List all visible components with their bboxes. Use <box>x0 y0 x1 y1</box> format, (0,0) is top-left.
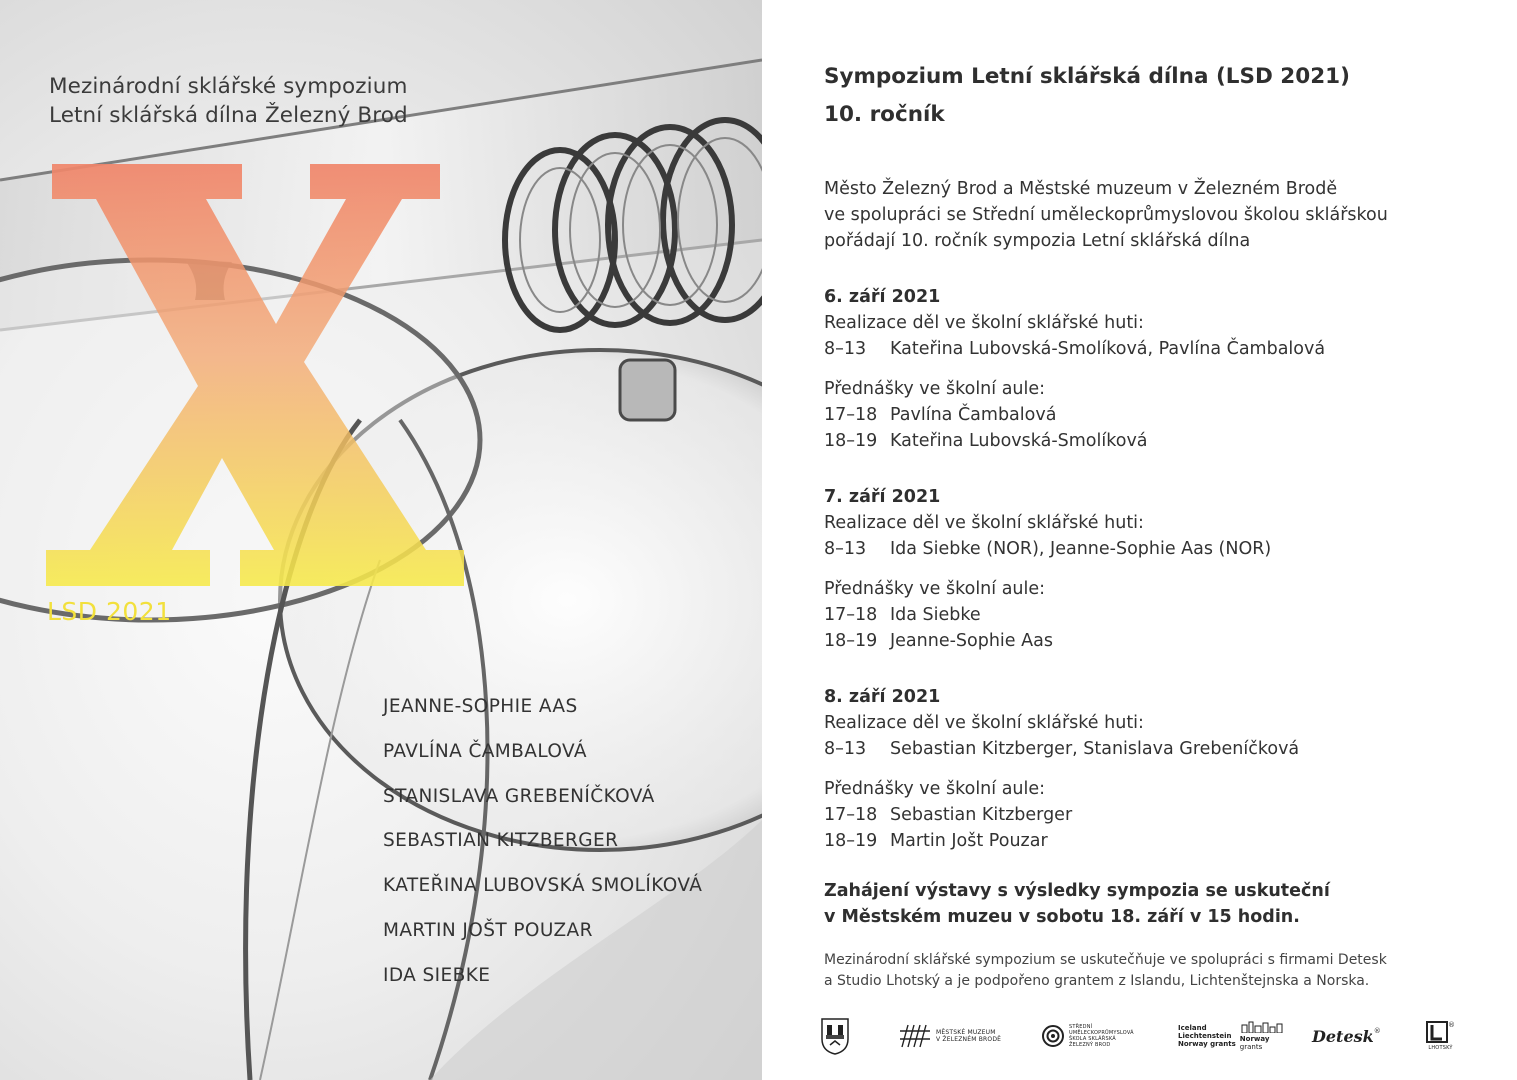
time-slot: 8–13 <box>824 339 867 359</box>
schedule-row <box>824 828 1484 854</box>
participant-names: Ida Siebke (NOR), Jeanne-Sophie Aas (NOR) <box>890 539 1272 559</box>
day-section <box>824 284 1484 454</box>
intro-paragraph <box>824 176 1484 254</box>
lectures-label: Přednášky ve školní aule: <box>824 579 1046 599</box>
lectures-label: Přednášky ve školní aule: <box>824 779 1046 799</box>
time-slot: 17–18 <box>824 405 878 425</box>
participant-names: Ida Siebke <box>890 605 981 625</box>
day-section <box>824 684 1484 854</box>
intro-line: pořádají 10. ročník sympozia Letní sklářská dílna <box>824 231 1251 251</box>
note-line: Mezinárodní sklářské sympozium se uskutečňuje ve spolupráci s firmami Detesk <box>824 952 1387 968</box>
day-date: 8. září 2021 <box>824 687 941 707</box>
closing-line: Zahájení výstavy s výsledky sympozia se uskuteční <box>824 881 1330 901</box>
title-line: 10. ročník <box>824 102 945 127</box>
intro-line: ve spolupráci se Střední uměleckoprůmyslovou školou sklářskou <box>824 205 1388 225</box>
school-logo-line: ŠKOLA SKLÁŘSKÁ <box>1069 1036 1116 1042</box>
participant-names: Sebastian Kitzberger, Stanislava Grebeníčková <box>890 739 1300 759</box>
partner-logos <box>818 1012 1468 1060</box>
schedule-row <box>824 802 1484 828</box>
day-section <box>824 484 1484 654</box>
day-date: 6. září 2021 <box>824 287 941 307</box>
title-line: Sympozium Letní sklářská dílna (LSD 2021) <box>824 64 1350 89</box>
artist-name: PAVLÍNA ČAMBALOVÁ <box>383 740 587 762</box>
detesk-wordmark: Detesk <box>1312 1026 1374 1046</box>
grants-line: Liechtenstein <box>1178 1032 1232 1040</box>
artist-name: IDA SIEBKE <box>383 964 491 986</box>
time-slot: 8–13 <box>824 739 867 759</box>
lsd-label: LSD 2021 <box>47 597 172 626</box>
grants-logo <box>1178 1012 1284 1060</box>
museum-logo-line: V ŽELEZNÉM BRODĚ <box>936 1036 1002 1043</box>
detesk-logo <box>1312 1012 1381 1060</box>
time-slot: 8–13 <box>824 539 867 559</box>
participant-names: Jeanne-Sophie Aas <box>890 631 1053 651</box>
artist-name: JEANNE-SOPHIE AAS <box>383 696 578 717</box>
skyline-icon <box>1240 1021 1284 1033</box>
workshop-group <box>824 310 1484 362</box>
lhotsky-logo <box>1426 1012 1455 1060</box>
grants-line: Iceland <box>1178 1024 1207 1032</box>
workshop-group <box>824 710 1484 762</box>
schedule-row <box>824 602 1484 628</box>
artist-name: SEBASTIAN KITZBERGER <box>383 830 619 852</box>
artist-list <box>383 694 702 1008</box>
lectures-label: Přednášky ve školní aule: <box>824 379 1046 399</box>
artist-name: STANISLAVA GREBENÍČKOVÁ <box>383 785 655 807</box>
schedule-row <box>824 628 1484 654</box>
lhotsky-wordmark: LHOTSKÝ <box>1428 1044 1453 1051</box>
schedule-row <box>824 736 1484 762</box>
registered-mark: ® <box>1448 1020 1455 1029</box>
crest-icon <box>820 1017 850 1055</box>
poster-heading <box>49 72 408 130</box>
participant-names: Kateřina Lubovská-Smolíková, Pavlína Čambalová <box>890 339 1326 359</box>
museum-logo <box>900 1012 1001 1060</box>
time-slot: 17–18 <box>824 805 878 825</box>
day-date: 7. září 2021 <box>824 487 941 507</box>
registered-mark: ® <box>1373 1027 1381 1035</box>
artist-name: KATEŘINA LUBOVSKÁ SMOLÍKOVÁ <box>383 875 703 897</box>
closing-line: v Městském muzeu v sobotu 18. září v 15 hodin. <box>824 907 1300 927</box>
intro-line: Město Železný Brod a Městské muzeum v Železném Brodě <box>824 179 1338 199</box>
school-logo-line: STŘEDNÍ <box>1069 1024 1093 1030</box>
lecture-group <box>824 376 1484 454</box>
museum-logo-line: MĚSTSKÉ MUZEUM <box>936 1029 996 1036</box>
lecture-group <box>824 776 1484 854</box>
time-slot: 18–19 <box>824 831 878 851</box>
note-line: a Studio Lhotský a je podpořeno grantem z Islandu, Lichtenštejnska a Norska. <box>824 973 1370 989</box>
participant-names: Kateřina Lubovská-Smolíková <box>890 431 1148 451</box>
grants-line: Norway <box>1239 1035 1270 1043</box>
town-crest-logo <box>820 1012 850 1060</box>
poster-heading-line: Mezinárodní sklářské sympozium <box>49 74 408 99</box>
participant-names: Martin Jošt Pouzar <box>890 831 1048 851</box>
workshop-label: Realizace děl ve školní sklářské huti: <box>824 313 1144 333</box>
time-slot: 17–18 <box>824 605 878 625</box>
big-x-letter <box>46 164 466 586</box>
exhibition-announcement <box>824 878 1484 930</box>
participant-names: Sebastian Kitzberger <box>890 805 1073 825</box>
school-icon <box>1042 1025 1064 1047</box>
schedule-row <box>824 336 1484 362</box>
time-slot: 18–19 <box>824 431 878 451</box>
artist-name: MARTIN JOŠT POUZAR <box>383 919 593 941</box>
schedule-row <box>824 402 1484 428</box>
workshop-group <box>824 510 1484 562</box>
grants-line: Norway grants <box>1178 1040 1236 1048</box>
lecture-group <box>824 576 1484 654</box>
sponsor-note <box>824 950 1484 992</box>
workshop-label: Realizace děl ve školní sklářské huti: <box>824 513 1144 533</box>
museum-icon <box>900 1023 932 1049</box>
school-logo <box>1042 1012 1134 1060</box>
info-title <box>824 58 1484 134</box>
grants-line: grants <box>1239 1043 1263 1051</box>
participant-names: Pavlína Čambalová <box>890 405 1057 425</box>
time-slot: 18–19 <box>824 631 878 651</box>
schedule-row <box>824 428 1484 454</box>
workshop-label: Realizace děl ve školní sklářské huti: <box>824 713 1144 733</box>
info-panel <box>824 58 1484 992</box>
school-logo-line: UMĚLECKOPRŮMYSLOVÁ <box>1069 1030 1134 1036</box>
schedule-row <box>824 536 1484 562</box>
school-logo-line: ŽELEZNÝ BROD <box>1069 1042 1111 1048</box>
lhotsky-icon <box>1426 1021 1448 1043</box>
poster-heading-line: Letní sklářská dílna Železný Brod <box>49 103 408 128</box>
